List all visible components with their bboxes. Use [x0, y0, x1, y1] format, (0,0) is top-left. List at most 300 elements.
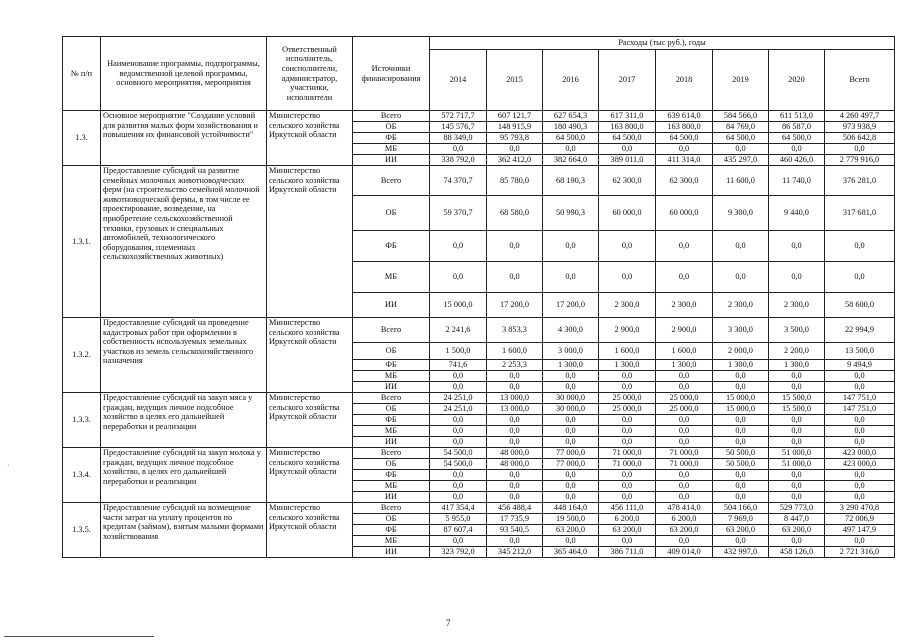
year-value: 15 000,0: [713, 393, 769, 404]
year-value: 0,0: [769, 144, 825, 155]
funding-source: ОБ: [353, 196, 430, 231]
year-value: 15 000,0: [713, 404, 769, 415]
year-value: 64 500,0: [543, 133, 599, 144]
item-name: Предоставление субсидий на закуп молока у граждан, ведущих личное подсобное хозяйство, в целях его дальнейшей переработки и реализации: [101, 448, 267, 503]
header-num: № п/п: [63, 37, 101, 111]
year-value: 1 600,0: [487, 343, 543, 360]
year-value: 11 740,0: [769, 166, 825, 196]
year-value: 6 200,0: [656, 514, 713, 525]
year-value: 87 607,4: [430, 525, 487, 536]
year-value: 0,0: [656, 470, 713, 481]
year-value: 0,0: [543, 481, 599, 492]
year-value: 0,0: [430, 470, 487, 481]
year-value: 0,0: [656, 262, 713, 293]
year-value: 0,0: [599, 382, 656, 393]
year-value: 93 540,5: [487, 525, 543, 536]
year-value: 0,0: [487, 492, 543, 503]
total-value: 376 281,0: [825, 166, 895, 196]
year-value: 64 500,0: [769, 133, 825, 144]
year-value: 60 000,0: [656, 196, 713, 231]
year-value: 0,0: [656, 382, 713, 393]
total-value: 58 600,0: [825, 293, 895, 318]
item-name: Основное мероприятие "Создание условий для развития малых форм хозяйствования и повышения их финансовой устойчивости": [101, 111, 267, 166]
year-value: 0,0: [543, 371, 599, 382]
total-value: 0,0: [825, 371, 895, 382]
funding-source: МБ: [353, 262, 430, 293]
year-value: 611 513,0: [769, 111, 825, 122]
year-value: 11 600,0: [713, 166, 769, 196]
year-value: 0,0: [543, 437, 599, 448]
item-name: Предоставление субсидий на закуп мяса у граждан, ведущих личное подсобное хозяйство в целях его дальнейшей переработки и реализации: [101, 393, 267, 448]
year-value: 0,0: [599, 426, 656, 437]
item-responsible: Министерство сельского хозяйства Иркутской области: [267, 111, 353, 166]
year-value: 460 426,0: [769, 155, 825, 166]
funding-source: МБ: [353, 536, 430, 547]
year-value: 0,0: [543, 536, 599, 547]
year-value: 0,0: [487, 382, 543, 393]
year-value: 0,0: [713, 481, 769, 492]
item-name: Предоставление субсидий на проведение кадастровых работ при оформлении в собственность используемых земельных участков из земель сельскохозяйственного назначения: [101, 318, 267, 393]
year-value: 17 735,9: [487, 514, 543, 525]
year-value: 0,0: [713, 415, 769, 426]
year-value: 0,0: [713, 470, 769, 481]
year-value: 71 000,0: [656, 448, 713, 459]
year-value: 0,0: [769, 492, 825, 503]
year-value: 362 412,0: [487, 155, 543, 166]
header-year: 2018: [656, 50, 713, 111]
total-value: 423 000,0: [825, 459, 895, 470]
total-value: 0,0: [825, 415, 895, 426]
year-value: 0,0: [656, 415, 713, 426]
total-value: 147 751,0: [825, 404, 895, 415]
year-value: 0,0: [713, 536, 769, 547]
year-value: 63 200,0: [543, 525, 599, 536]
year-value: 0,0: [713, 231, 769, 262]
year-value: 435 297,0: [713, 155, 769, 166]
year-value: 0,0: [769, 262, 825, 293]
item-number: 1.3.2.: [63, 318, 101, 393]
year-value: 3 300,0: [713, 318, 769, 343]
year-value: 2 900,0: [656, 318, 713, 343]
year-value: 9 300,0: [713, 196, 769, 231]
funding-source: Всего: [353, 503, 430, 514]
year-value: 63 200,0: [713, 525, 769, 536]
year-value: 584 566,0: [713, 111, 769, 122]
item-number: 1.3.1.: [63, 166, 101, 318]
funding-source: ИИ: [353, 437, 430, 448]
header-year: 2015: [487, 50, 543, 111]
year-value: 0,0: [599, 231, 656, 262]
year-value: 0,0: [543, 262, 599, 293]
year-value: 68 580,0: [487, 196, 543, 231]
year-value: 0,0: [487, 144, 543, 155]
table-row: [63, 503, 895, 514]
total-value: 0,0: [825, 382, 895, 393]
year-value: 456 111,0: [599, 503, 656, 514]
table-row: [63, 448, 895, 459]
year-value: 2 241,6: [430, 318, 487, 343]
year-value: 0,0: [656, 536, 713, 547]
year-value: 50 500,0: [713, 459, 769, 470]
year-value: 0,0: [769, 437, 825, 448]
year-value: 0,0: [599, 536, 656, 547]
year-value: 50 500,0: [713, 448, 769, 459]
table-row: [63, 111, 895, 122]
year-value: 71 000,0: [599, 459, 656, 470]
budget-table: [62, 36, 895, 558]
header-year: 2019: [713, 50, 769, 111]
year-value: 0,0: [543, 492, 599, 503]
year-value: 0,0: [769, 536, 825, 547]
year-value: 1 600,0: [599, 343, 656, 360]
total-value: 4 260 497,7: [825, 111, 895, 122]
item-responsible: Министерство сельского хозяйства Иркутской области: [267, 448, 353, 503]
year-value: 13 000,0: [487, 393, 543, 404]
year-value: 627 654,3: [543, 111, 599, 122]
year-value: 2 300,0: [656, 293, 713, 318]
total-value: 147 751,0: [825, 393, 895, 404]
year-value: 25 000,0: [599, 404, 656, 415]
year-value: 572 717,7: [430, 111, 487, 122]
year-value: 617 311,0: [599, 111, 656, 122]
funding-source: ИИ: [353, 547, 430, 558]
year-value: 24 251,0: [430, 393, 487, 404]
year-value: 0,0: [430, 437, 487, 448]
year-value: 0,0: [599, 371, 656, 382]
year-value: 3 000,0: [543, 343, 599, 360]
year-value: 68 190,3: [543, 166, 599, 196]
year-value: 0,0: [430, 231, 487, 262]
year-value: 180 490,3: [543, 122, 599, 133]
year-value: 59 370,7: [430, 196, 487, 231]
total-value: 22 994,9: [825, 318, 895, 343]
year-value: 3 853,3: [487, 318, 543, 343]
year-value: 0,0: [713, 144, 769, 155]
funding-source: ОБ: [353, 514, 430, 525]
year-value: 0,0: [599, 470, 656, 481]
year-value: 95 793,8: [487, 133, 543, 144]
total-value: 497 147,9: [825, 525, 895, 536]
table-row: [63, 318, 895, 343]
year-value: 0,0: [769, 481, 825, 492]
total-value: 0,0: [825, 437, 895, 448]
year-value: 0,0: [656, 481, 713, 492]
year-value: 639 614,0: [656, 111, 713, 122]
year-value: 15 000,0: [430, 293, 487, 318]
page-number: 7: [446, 618, 451, 628]
funding-source: Всего: [353, 393, 430, 404]
total-value: 2 721 316,0: [825, 547, 895, 558]
funding-source: ИИ: [353, 492, 430, 503]
header-responsible: Ответственный исполнитель, соисполнители, администратор, участники, исполнители: [267, 37, 353, 111]
funding-source: ОБ: [353, 404, 430, 415]
year-value: 458 126,0: [769, 547, 825, 558]
year-value: 529 773,0: [769, 503, 825, 514]
funding-source: Всего: [353, 318, 430, 343]
funding-source: ИИ: [353, 382, 430, 393]
year-value: 607 121,7: [487, 111, 543, 122]
year-value: 504 166,0: [713, 503, 769, 514]
year-value: 0,0: [599, 492, 656, 503]
year-value: 0,0: [713, 371, 769, 382]
year-value: 0,0: [487, 231, 543, 262]
year-value: 0,0: [430, 382, 487, 393]
year-value: 2 300,0: [599, 293, 656, 318]
year-value: 0,0: [487, 262, 543, 293]
year-value: 0,0: [487, 415, 543, 426]
item-responsible: Министерство сельского хозяйства Иркутской области: [267, 318, 353, 393]
year-value: 163 800,0: [599, 122, 656, 133]
year-value: 17 200,0: [543, 293, 599, 318]
year-value: 30 000,0: [543, 404, 599, 415]
year-value: 77 000,0: [543, 448, 599, 459]
year-value: 5 955,0: [430, 514, 487, 525]
year-value: 0,0: [543, 470, 599, 481]
year-value: 25 000,0: [656, 404, 713, 415]
year-value: 409 014,0: [656, 547, 713, 558]
year-value: 0,0: [487, 470, 543, 481]
total-value: 0,0: [825, 481, 895, 492]
year-value: 0,0: [713, 382, 769, 393]
year-value: 1 300,0: [599, 360, 656, 371]
header-year: 2014: [430, 50, 487, 111]
year-value: 64 500,0: [713, 133, 769, 144]
year-value: 4 300,0: [543, 318, 599, 343]
year-value: 148 915,9: [487, 122, 543, 133]
year-value: 0,0: [543, 144, 599, 155]
year-value: 48 000,0: [487, 448, 543, 459]
header-expenses: Расходы (тыс руб.), годы: [430, 37, 895, 50]
header-year-total: Всего: [825, 50, 895, 111]
year-value: 0,0: [713, 426, 769, 437]
funding-source: ФБ: [353, 231, 430, 262]
year-value: 0,0: [713, 262, 769, 293]
year-value: 0,0: [430, 426, 487, 437]
total-value: 0,0: [825, 536, 895, 547]
total-value: 9 494,9: [825, 360, 895, 371]
year-value: 386 711,0: [599, 547, 656, 558]
year-value: 0,0: [487, 426, 543, 437]
year-value: 17 200,0: [487, 293, 543, 318]
year-value: 8 447,0: [769, 514, 825, 525]
year-value: 2 000,0: [713, 343, 769, 360]
year-value: 71 000,0: [656, 459, 713, 470]
total-value: 13 500,0: [825, 343, 895, 360]
year-value: 345 212,0: [487, 547, 543, 558]
year-value: 3 500,0: [769, 318, 825, 343]
funding-source: Всего: [353, 111, 430, 122]
year-value: 15 500,0: [769, 404, 825, 415]
year-value: 2 300,0: [769, 293, 825, 318]
item-number: 1.3.: [63, 111, 101, 166]
year-value: 88 349,0: [430, 133, 487, 144]
header-year: 2016: [543, 50, 599, 111]
year-value: 51 000,0: [769, 448, 825, 459]
table-row: [63, 166, 895, 196]
year-value: 63 200,0: [769, 525, 825, 536]
table-row: [63, 393, 895, 404]
year-value: 63 200,0: [656, 525, 713, 536]
year-value: 77 000,0: [543, 459, 599, 470]
year-value: 0,0: [599, 437, 656, 448]
item-name: Предоставление субсидий на возмещение части затрат на уплату процентов по кредитам (займам), взятым малыми формами хозяйствования: [101, 503, 267, 558]
year-value: 1 300,0: [769, 360, 825, 371]
funding-source: ОБ: [353, 122, 430, 133]
year-value: 6 200,0: [599, 514, 656, 525]
year-value: 0,0: [656, 437, 713, 448]
year-value: 1 500,0: [430, 343, 487, 360]
total-value: 0,0: [825, 426, 895, 437]
total-value: 317 681,0: [825, 196, 895, 231]
year-value: 13 000,0: [487, 404, 543, 415]
year-value: 50 990,3: [543, 196, 599, 231]
year-value: 71 000,0: [599, 448, 656, 459]
year-value: 2 200,0: [769, 343, 825, 360]
year-value: 0,0: [543, 382, 599, 393]
year-value: 0,0: [430, 371, 487, 382]
year-value: 2 900,0: [599, 318, 656, 343]
item-responsible: Министерство сельского хозяйства Иркутской области: [267, 166, 353, 318]
year-value: 1 600,0: [656, 343, 713, 360]
funding-source: МБ: [353, 144, 430, 155]
year-value: 86 587,0: [769, 122, 825, 133]
year-value: 417 354,4: [430, 503, 487, 514]
year-value: 0,0: [599, 481, 656, 492]
year-value: 51 000,0: [769, 459, 825, 470]
year-value: 0,0: [430, 415, 487, 426]
year-value: 0,0: [599, 415, 656, 426]
year-value: 0,0: [656, 231, 713, 262]
year-value: 84 769,0: [713, 122, 769, 133]
total-value: 0,0: [825, 144, 895, 155]
year-value: 456 488,4: [487, 503, 543, 514]
item-responsible: Министерство сельского хозяйства Иркутской области: [267, 503, 353, 558]
year-value: 0,0: [543, 231, 599, 262]
item-number: 1.3.5.: [63, 503, 101, 558]
year-value: 0,0: [656, 371, 713, 382]
header-sources: Источники финансирования: [353, 37, 430, 111]
year-value: 411 314,0: [656, 155, 713, 166]
year-value: 60 000,0: [599, 196, 656, 231]
funding-source: ФБ: [353, 360, 430, 371]
year-value: 0,0: [713, 437, 769, 448]
total-value: 2 779 916,0: [825, 155, 895, 166]
year-value: 0,0: [599, 262, 656, 293]
year-value: 0,0: [599, 144, 656, 155]
year-value: 30 000,0: [543, 393, 599, 404]
funding-source: ФБ: [353, 133, 430, 144]
funding-source: ОБ: [353, 343, 430, 360]
year-value: 15 500,0: [769, 393, 825, 404]
margin-mark: ·: [7, 461, 10, 470]
year-value: 48 000,0: [487, 459, 543, 470]
funding-source: ФБ: [353, 415, 430, 426]
funding-source: ФБ: [353, 525, 430, 536]
year-value: 478 414,0: [656, 503, 713, 514]
year-value: 0,0: [656, 492, 713, 503]
year-value: 0,0: [769, 382, 825, 393]
year-value: 0,0: [430, 481, 487, 492]
total-value: 0,0: [825, 262, 895, 293]
funding-source: МБ: [353, 481, 430, 492]
year-value: 54 500,0: [430, 459, 487, 470]
year-value: 62 300,0: [599, 166, 656, 196]
year-value: 0,0: [430, 262, 487, 293]
year-value: 64 500,0: [656, 133, 713, 144]
year-value: 1 300,0: [543, 360, 599, 371]
funding-source: ИИ: [353, 293, 430, 318]
year-value: 0,0: [543, 415, 599, 426]
year-value: 0,0: [487, 536, 543, 547]
funding-source: ФБ: [353, 470, 430, 481]
year-value: 741,6: [430, 360, 487, 371]
year-value: 365 464,0: [543, 547, 599, 558]
funding-source: Всего: [353, 448, 430, 459]
year-value: 0,0: [769, 231, 825, 262]
year-value: 338 792,0: [430, 155, 487, 166]
year-value: 54 500,0: [430, 448, 487, 459]
year-value: 382 664,0: [543, 155, 599, 166]
footer-divider: [4, 636, 154, 637]
funding-source: ОБ: [353, 459, 430, 470]
year-value: 0,0: [487, 481, 543, 492]
item-number: 1.3.4.: [63, 448, 101, 503]
year-value: 0,0: [656, 426, 713, 437]
year-value: 0,0: [769, 415, 825, 426]
total-value: 0,0: [825, 231, 895, 262]
header-year: 2017: [599, 50, 656, 111]
year-value: 163 800,0: [656, 122, 713, 133]
year-value: 432 997,0: [713, 547, 769, 558]
total-value: 72 006,9: [825, 514, 895, 525]
total-value: 423 000,0: [825, 448, 895, 459]
year-value: 24 251,0: [430, 404, 487, 415]
header-year: 2020: [769, 50, 825, 111]
total-value: 0,0: [825, 492, 895, 503]
item-number: 1.3.3.: [63, 393, 101, 448]
year-value: 1 300,0: [713, 360, 769, 371]
year-value: 19 500,0: [543, 514, 599, 525]
total-value: 973 938,9: [825, 122, 895, 133]
year-value: 25 000,0: [656, 393, 713, 404]
year-value: 0,0: [656, 144, 713, 155]
funding-source: МБ: [353, 371, 430, 382]
year-value: 7 969,0: [713, 514, 769, 525]
item-responsible: Министерство сельского хозяйства Иркутской области: [267, 393, 353, 448]
year-value: 0,0: [487, 437, 543, 448]
year-value: 0,0: [430, 144, 487, 155]
header-name: Наименование программы, подпрограммы, ведомственной целевой программы, основного мероприятия, мероприятия: [101, 37, 267, 111]
year-value: 1 300,0: [656, 360, 713, 371]
total-value: 3 290 470,8: [825, 503, 895, 514]
item-name: Предоставление субсидий на развитие семейных молочных животноводческих ферм (на строительство семейной молочной животноводческой фермы, в том числе ее проектирование, возведение, на приобретение сельскохозяйственной техники, грузовых и специальных автомобилей, технологического оборудования, племенных сельскохозяйственных животных): [101, 166, 267, 318]
year-value: 0,0: [769, 470, 825, 481]
year-value: 25 000,0: [599, 393, 656, 404]
year-value: 9 440,0: [769, 196, 825, 231]
year-value: 0,0: [430, 536, 487, 547]
funding-source: Всего: [353, 166, 430, 196]
year-value: 64 500,0: [599, 133, 656, 144]
year-value: 2 253,3: [487, 360, 543, 371]
year-value: 2 300,0: [713, 293, 769, 318]
year-value: 323 792,0: [430, 547, 487, 558]
funding-source: МБ: [353, 426, 430, 437]
year-value: 0,0: [543, 426, 599, 437]
funding-source: ИИ: [353, 155, 430, 166]
year-value: 74 370,7: [430, 166, 487, 196]
year-value: 0,0: [769, 426, 825, 437]
total-value: 506 642,8: [825, 133, 895, 144]
